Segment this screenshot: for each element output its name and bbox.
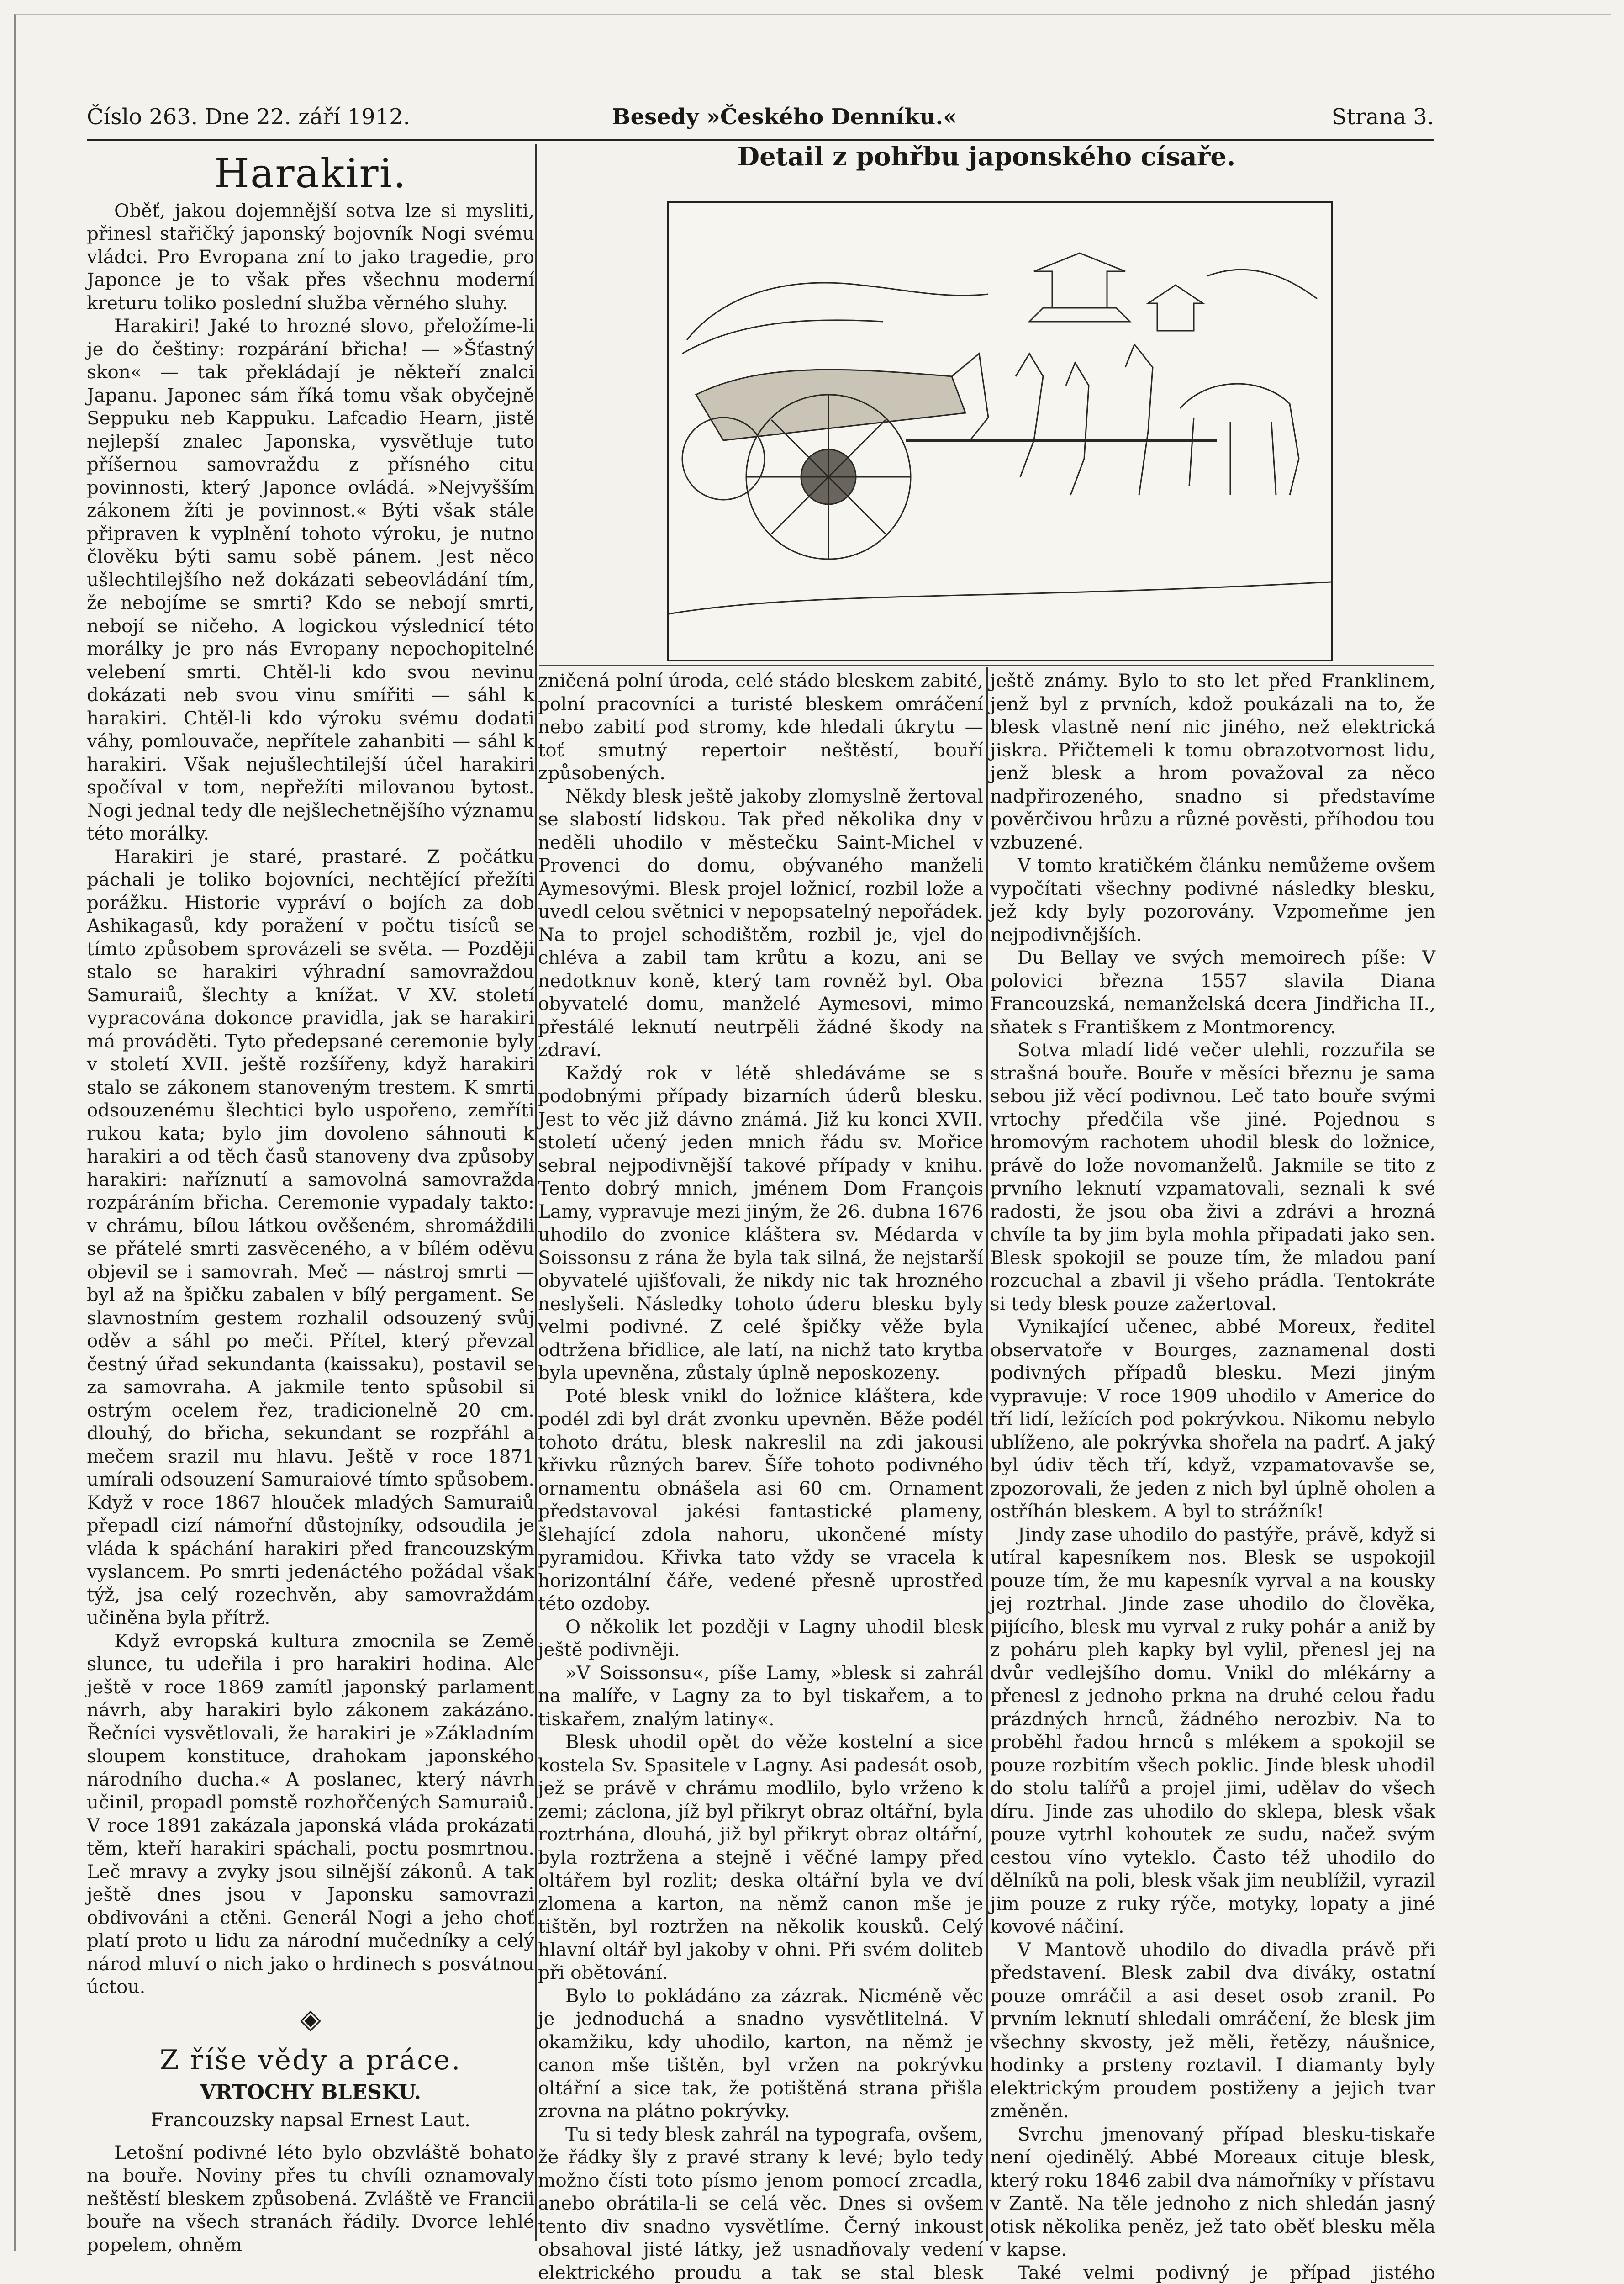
- publication-title: Besedy »Českého Denníku.«: [612, 104, 957, 130]
- paragraph: zničená polní úroda, celé stádo bleskem zabité, polní pracovníci a turisté bleskem omráčení nebo zabití pod stromy, kde hledali úkrytu — toť smutný repertoir neštěstí, bouří způsobených.: [538, 669, 983, 785]
- middle-column: [538, 669, 983, 2241]
- paragraph: O několik let později v Lagny uhodil blesk ještě podivněji.: [538, 1615, 983, 1661]
- column-divider: [535, 144, 537, 2241]
- paragraph: Když evropská kultura zmocnila se Země slunce, tu udeřila i pro harakiri hodina. Ale ještě v roce 1869 zamítl japonský parlament návrh, aby harakiri bylo zákonem zakázáno. Řečníci vysvětlovali, že harakiri je »Základním sloupem konstituce, drahokam japonského národního ducha.« A poslanec, který návrh učinil, propadl pomstě rozhořčených Samuraiů. V roce 1891 zakázala japonská vláda prokázati těm, kteří harakiri spáchali, poctu posmrtnou. Leč mravy a zvyky jsou silnější zákonů. A tak ještě dnes jsou v Japonsku samovrazi obdivováni a ctěni. Generál Nogi a jeho choť platí proto u lidu za národní mučedníky a celý národ mluví o nich jako o hrdinech s posvátnou úctou.: [87, 1629, 534, 1998]
- paragraph: Du Bellay ve svých memoirech píše: V polovici března 1557 slavila Diana Francouzská, nemanželská dcera Jindřicha II., sňatek s Františkem z Montmorency.: [990, 946, 1435, 1038]
- paragraph: Bylo to pokládáno za zázrak. Nicméně věc je jednoduchá a snadno vysvětlitelná. V okamžiku, kdy uhodilo, karton, na němž je canon mše tištěn, byl vržen na pokrývku oltářní a sice tak, že potištěná strana přišla zrovna na plátno pokrývky.: [538, 1984, 983, 2123]
- page-number: Strana 3.: [1332, 104, 1434, 130]
- paragraph: Někdy blesk ještě jakoby zlomyslně žertoval se slabostí lidskou. Tak před několika dny v neděli uhodilo v městečku Saint-Michel v Provenci do domu, obývaného manželi Aymesovými. Blesk projel ložnicí, rozbil lože a uvedl celou světnici v nepopsatelný nepořádek. Na to projel schodištěm, rozbil je, vjel do chléva a zabil tam krůtu a kozu, ani se nedotknuv koně, který tam rovněž byl. Oba obyvatelé domu, manželé Aymesovi, mimo přestálé leknutí neutrpěli žádné škody na zdraví.: [538, 785, 983, 1062]
- paragraph: Vynikající učenec, abbé Moreux, ředitel observatoře v Bourges, zaznamenal dosti podivných případů blesku. Mezi jiným vypravuje: V roce 1909 uhodilo v Americe do tří lidí, ležících pod pokrývkou. Nikomu nebylo ublíženo, ale pokrývka shořela na padrť. A jaký byl údiv těch tří, když, vzpamatovavše se, zpozorovali, že jeden z nich byl úplně oholen a ostříhán bleskem. A byl to strážník!: [990, 1315, 1435, 1523]
- paragraph: Každý rok v létě shledáváme se s podobnými případy bizarních úderů blesku. Jest to věc již dávno známá. Již ku konci XVII. století učený jeden mnich řádu sv. Mořice sebral nejpodivnější takové případy v knihu. Tento dobrý mnich, jménem Dom François Lamy, vypravuje mezi jiným, že 26. dubna 1676 uhodilo do zvonice kláštera sv. Médarda v Soissonsu z rána že byla tak silná, že nejstarší obyvatelé ujišťovali, že nikdy nic tak hrozného neslyšeli. Následky tohoto úderu blesku byly velmi podivné. Z celé špičky věže byla odtržena břidlice, ale latí, na nichž tato krytba byla upevněna, zůstaly úplně neposkozeny.: [538, 1062, 983, 1385]
- paragraph: V tomto kratičkém článku nemůžeme ovšem vypočítati všechny podivné následky blesku, jež kdy byly pozorovány. Vzpomeňme jen nejpodivnějších.: [990, 854, 1435, 946]
- paragraph: Letošní podivné léto bylo obzvláště bohato na bouře. Noviny přes tu chvíli oznamovaly neštěstí bleskem způsobená. Zvláště ve Francii bouře na všech stranách řádily. Dvorce lehlé popelem, ohněm: [87, 2141, 534, 2257]
- article-title: Harakiri.: [87, 162, 534, 185]
- column-divider: [986, 667, 988, 2241]
- section-title: Z říše vědy a práce.: [87, 2049, 534, 2072]
- paragraph: Sotva mladí lidé večer ulehli, rozzuřila se strašná bouře. Bouře v měsíci březnu je sama sebou již věcí podivnou. Leč tato bouře svými vrtochy předčila vše jiné. Pojednou s hromovým rachotem uhodil blesk do ložnice, právě do lože novomanželů. Jakmile se tito z prvního leknutí vzpamatovali, seznali k své radosti, že jsou oba živi a zdrávi a hrozná chvíle ta by jim byla mohla připadati jako sen. Blesk spokojil se pouze tím, že mladou paní rozcuchal a zbavil ji všeho prádla. Tentokráte si tedy blesk pouze zažertoval.: [990, 1038, 1435, 1315]
- paragraph: ještě známy. Bylo to sto let před Franklinem, jenž byl z prvních, kdož poukázali na to, že blesk vlastně není nic jiného, než elektrická jiskra. Přičtemeli k tomu obrazotvornost lidu, jenž blesk a hrom považoval za něco nadpřirozeného, snadno si představíme pověrčivou hrůzu a různé pověsti, příhodou tou vzbuzené.: [990, 669, 1435, 854]
- paragraph: Jindy zase uhodilo do pastýře, právě, když si utíral kapesníkem nos. Blesk se uspokojil pouze tím, že mu kapesník vyrval a na kousky jej roztrhal. Jinde zase uhodilo do člověka, pijícího, blesk mu vyrval z ruky pohár a aniž by z poháru pleh kapky byl vylil, přenesl jej na dvůr vedlejšího domu. Vnikl do mlékárny a přenesl z jednoho prkna na druhé celou řadu prázdných hrnců, žádného nerozbiv. Na to proběhl řadou hrnců s mlékem a spokojil se pouze rozbitím všech pokliс. Jinde blesk uhodil do stolu talířů a projel jimi, udělav do všech díru. Jinde zas uhodilo do sklepa, blesk však pouze vytrhl kohoutek ze sudu, načež svým cestou víno vyteklo. Často též uhodilo do dělníků na poli, blesk však jim neublížil, vyrazil jim pouze z ruky rýče, motyky, lopaty a jiné kovové náčiní.: [990, 1523, 1435, 1938]
- paragraph: Poté blesk vnikl do ložnice kláštera, kde podél zdi byl drát zvonku upevněn. Běže podél tohoto drátu, blesk nakreslil na zdi jakousi křivku různých barev. Šíře tohoto podivného ornamentu obnášela asi 60 cm. Ornament představoval jakési fantastické plameny, šlehající zdola nahoru, ukončené místy pyramidou. Křivka tato vždy se vracela k horizontální čáře, vedené přesně uprostřed této ozdoby.: [538, 1385, 983, 1615]
- issue-date: Číslo 263. Dne 22. září 1912.: [87, 104, 410, 130]
- paragraph: Tu si tedy blesk zahrál na typografa, ovšem, že řádky šly z pravé strany k levé; bylo tedy možno čísti toto písmo jenom pomocí zrcadla, anebo obrátila-li se celá věc. Dnes si ovšem tento div snadno vysvětlíme. Černý inkoust obsahoval jisté látky, jež usnadňovaly vedení elektrického proudu a tak se stal blesk: [538, 2123, 983, 2284]
- ornament-divider: ◈: [87, 2008, 534, 2031]
- paragraph: Harakiri! Jaké to hrozné slovo, přeložíme-li je do češtiny: rozpárání břicha! — »Šťastný skon« — tak překládají je někteří znalci Japanu. Japonec sám říká tomu však obyčejně Seppuku neb Kappuku. Lafcadio Hearn, jistě nejlepší znalec Japonska, vysvětluje tuto příšernou samovraždu z přísného citu povinnosti, který Japonce ovládá. »Nejvyšším zákonem žíti je povinnost.« Býti však stále připraven k vyplnění tohoto výroku, je nutno člověku býti samu sobě pánem. Jest něco ušlechtilejšího než dokázati sebeovládání tím, že nebojíme se smrti? Kdo se nebojí smrti, nebojí se ničeho. A logickou výslednicí této morálky je pro nás Evropany nepochopitelné velebení smrti. Chtěl-li kdo svou nevinu dokázati neb svou vinu smířiti — sáhl k harakiri. Chtěl-li kdo výroku svému dodati váhy, pomlouvače, nepřítele zahanbiti — sáhl k harakiri. Však nejušlechtilejší účel harakiri spočíval v tom, nepřežíti milovanou bytost. Nogi jednal tedy dle nejšlechetnějšího významu této morálky.: [87, 314, 534, 845]
- figure-title: Detail z pohřbu japonského císaře.: [539, 142, 1434, 172]
- paragraph: Blesk uhodil opět do věže kostelní a sice kostela Sv. Spasitele v Lagny. Asi padesát osob, jež se právě v chrámu modlilo, bylo vrženo k zemi; záclona, jíž byl přikryt obraz oltářní, byla roztrhána, dlouhá, již byl přikryt obraz oltářní, byla roztržena a stejně i věčné lampy před oltářem byl rozlit; deska oltářní byla ve dví zlomena a karton, na němž canon mše je tištěn, byl roztržen na několik kousků. Celý hlavní oltář byl jakoby v ohni. Při svém doliteb při obětování.: [538, 1730, 983, 1984]
- paragraph: »V Soissonsu«, píše Lamy, »blesk si zahrál na malíře, v Lagny za to byl tiskařem, a to tiskařem, znalým latiny«.: [538, 1661, 983, 1731]
- paragraph: V Mantově uhodilo do divadla právě při představení. Blesk zabil dva diváky, ostatní pouze omráčil a asi deset osob zranil. Po prvním leknutí shledali omráčení, že blesk jim všechny skvosty, jež měli, řetězy, náušnice, hodinky a prsteny roztavil. I diamanty byly elektrickým proudem postiženy a jejich tvar změněn.: [990, 1938, 1435, 2123]
- article-subtitle: VRTOCHY BLESKU.: [87, 2081, 534, 2104]
- header-rule: [87, 139, 1434, 141]
- page-header: [87, 104, 1434, 136]
- paragraph: Také velmi podivný je případ jistého: [990, 2261, 1435, 2284]
- figure-bottom-rule: [539, 665, 1434, 666]
- byline: Francouzsky napsal Ernest Laut.: [87, 2109, 534, 2132]
- left-column: [87, 162, 534, 2245]
- funeral-illustration: [667, 201, 1333, 661]
- right-column: [990, 669, 1435, 2241]
- paragraph: Harakiri je staré, prastaré. Z počátku páchali je toliko bojovníci, nechtějící přežíti porážku. Historie vypráví o bojích za dob Ashikagasů, kdy poražení v počtu tisíců se tímto způsobem sprovázeli se světa. — Později stalo se harakiri výhradní samovraždou Samuraiů, šlechty a knížat. V XV. století vypracována dokonce pravidla, jak se harakiri má prováděti. Tyto předepsané ceremonie byly v století XVII. ještě rozšířeny, když harakiri stalo se zákonem stanoveným trestem. K smrti odsouzenému šlechtici bylo uspořeno, zemříti rukou kata; bylo jim dovoleno sáhnouti k harakiri a od těch časů stanoveny dva způsoby harakiri: naříznutí a samovolná samovražda rozpáráním břicha. Ceremonie vypadaly takto: v chrámu, bílou látkou ověšeném, shromáždili se přátelé smrti zasvěceného, a v bílém oděvu objevil se i samovrah. Meč — nástroj smrti — byl až na špičku zabalen v bílý pergament. Se slavnostním gestem rozhalil odsouzený svůj oděv a sáhl po meči. Přítel, který převzal čestný úřad sekundanta (kaissaku), postavil se za samovraha. A jakmile tento spůsobil si ostrým ocelem řez, tradicionelně 20 cm. dlouhý, do břicha, sekundant se rozpřáhl a mečem srazil mu hlavu. Ještě v roce 1871 umírali odsouzení Samuraiové tímto spůsobem. Když v roce 1867 hlouček mladých Samuraiů přepadl cizí námořní důstojníky, odsoudila je vláda k spáchání harakiri před francouzským vyslancem. Po smrti jedenáctého požádal však týž, jsa celý rozechvěn, aby samovraždám učiněna byla přítrž.: [87, 845, 534, 1629]
- paragraph: Oběť, jakou dojemnější sotva lze si mysliti, přinesl stařičký japonský bojovník Nogi svému vládci. Pro Evropana zní to jako tragedie, pro Japonce je to však přes všechnu moderní kreturu toliko poslední služba věrného sluhy.: [87, 199, 534, 315]
- paragraph: Svrchu jmenovaný případ blesku-tiskaře není ojedinělý. Abbé Moreaux cituje blesk, který roku 1846 zabil dva námořníky v přístavu v Zantě. Na těle jednoho z nich shledán jasný otisk několika peněz, jež tato oběť blesku měla v kapse.: [990, 2123, 1435, 2261]
- illustration-drawing: [669, 203, 1331, 660]
